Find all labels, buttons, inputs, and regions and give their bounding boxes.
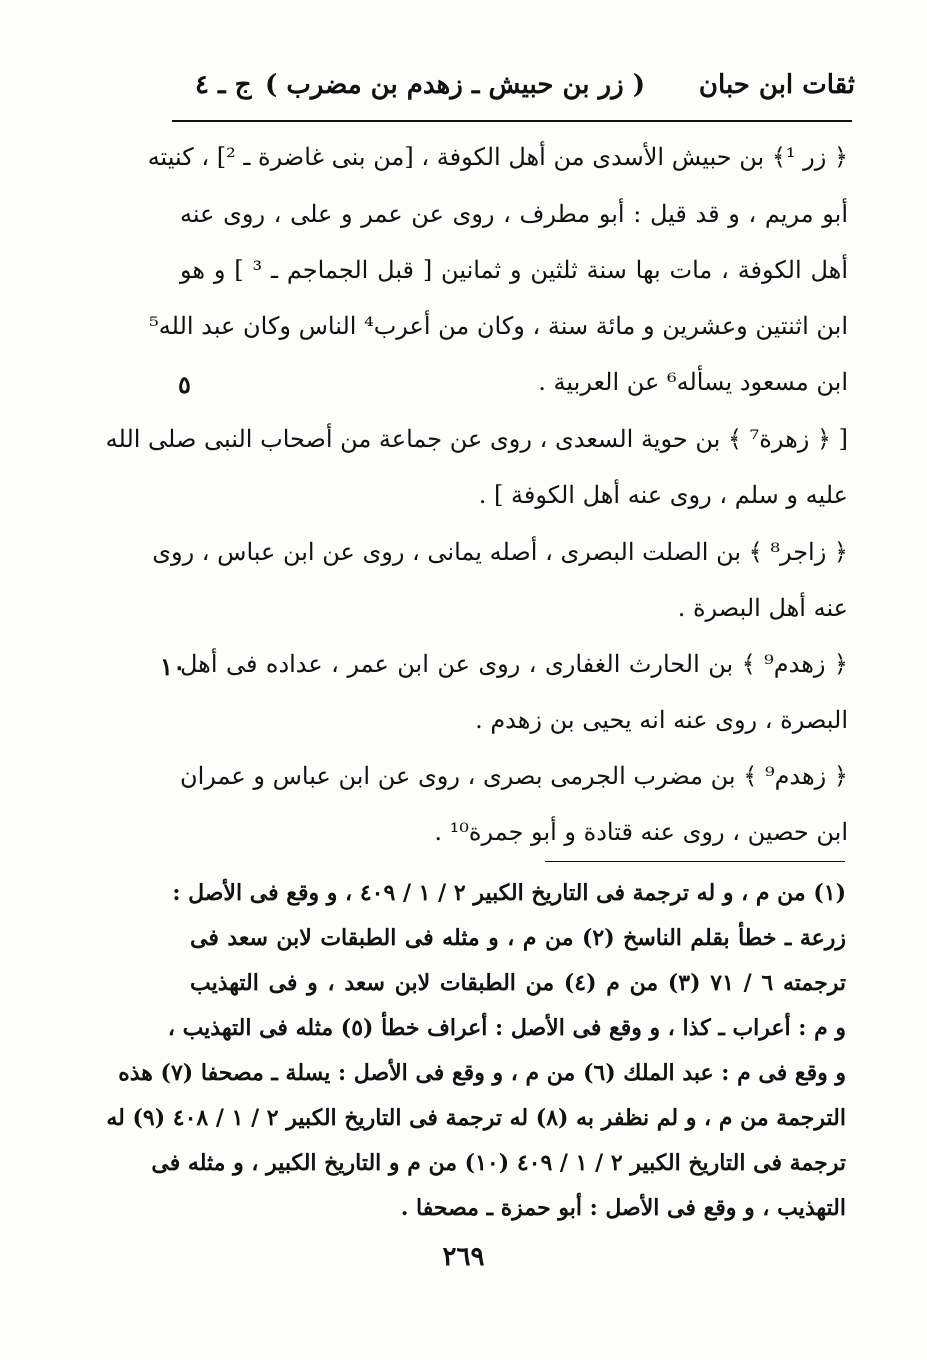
footnote-line: (١) من م ، و له ترجمة فى التاريخ الكبير ٢ / ١ / ٤٠٩ ، و وقع فى الأصل : xyxy=(172,880,846,906)
body-line: [ ﴿ زهرة⁷ ﴾ بن حوية السعدى ، روى عن جماعة من أصحاب النبى صلى الله xyxy=(105,425,848,453)
line-number-5: ٥ xyxy=(178,370,191,399)
body-line: ﴿ زهدم⁹ ﴾ بن مضرب الجرمى بصرى ، روى عن ابن عباس و عمران xyxy=(180,762,848,790)
footnote-line: و وقع فى م : عبد الملك (٦) من م ، و وقع فى الأصل : يسلة ـ مصحفا (٧) هذه xyxy=(118,1060,846,1086)
line-number-10: ١٠ xyxy=(160,652,186,681)
body-line: ابن اثنتين وعشرين و مائة سنة ، وكان من أعرب⁴ الناس وكان عبد الله⁵ xyxy=(149,312,848,340)
running-header xyxy=(195,70,855,110)
header-entries-range: ( زر بن حبيش ـ زهدم بن مضرب ) xyxy=(264,70,645,100)
header-rule xyxy=(172,120,852,122)
body-line: ﴿ زهدم⁹ ﴾ بن الحارث الغفارى ، روى عن ابن عمر ، عداده فى أهل xyxy=(180,650,848,678)
footnote-line: ترجمته ٦ / ٧١ (٣) من م (٤) من الطبقات لابن سعد ، و فى التهذيب xyxy=(190,970,846,996)
body-line: عنه أهل البصرة . xyxy=(677,594,848,622)
body-line: أبو مريم ، و قد قيل : أبو مطرف ، روى عن عمر و على ، روى عنه xyxy=(180,200,848,228)
body-line: ابن حصين ، روى عنه قتادة و أبو جمرة¹⁰ . xyxy=(434,818,848,846)
footnote-line: زرعة ـ خطأ بقلم الناسخ (٢) من م ، و مثله فى الطبقات لابن سعد فى xyxy=(190,925,846,951)
footnote-line: التهذيب ، و وقع فى الأصل : أبو حمزة ـ مصحفا . xyxy=(400,1195,846,1221)
body-line: أهل الكوفة ، مات بها سنة ثلثين و ثمانين [ قبل الجماجم ـ ³ ] و هو xyxy=(180,256,848,284)
header-book-title: ثقات ابن حبان xyxy=(698,70,855,100)
header-volume: ج ـ ٤ xyxy=(195,70,252,100)
footnote-line: ترجمة فى التاريخ الكبير ٢ / ١ / ٤٠٩ (١٠) من م و التاريخ الكبير ، و مثله فى xyxy=(151,1150,846,1176)
footnote-line: الترجمة من م ، و لم نظفر به (٨) له ترجمة فى التاريخ الكبير ٢ / ١ / ٤٠٨ (٩) له xyxy=(106,1105,846,1131)
body-line: ﴿ زر ¹﴾ بن حبيش الأسدى من أهل الكوفة ، [من بنى غاضرة ـ ²] ، كنيته xyxy=(147,143,848,171)
page-number: ٢٦٩ xyxy=(442,1242,485,1272)
footnote-rule xyxy=(545,861,845,862)
body-line: ابن مسعود يسأله⁶ عن العربية . xyxy=(538,368,848,396)
footnote-line: و م : أعراب ـ كذا ، و وقع فى الأصل : أعراف خطأ (٥) مثله فى التهذيب ، xyxy=(167,1015,846,1041)
body-line: عليه و سلم ، روى عنه أهل الكوفة ] . xyxy=(478,481,848,509)
body-line: البصرة ، روى عنه انه يحيى بن زهدم . xyxy=(475,706,848,734)
body-line: ﴿ زاجر⁸ ﴾ بن الصلت البصرى ، أصله يمانى ، روى عن ابن عباس ، روى xyxy=(152,538,848,566)
